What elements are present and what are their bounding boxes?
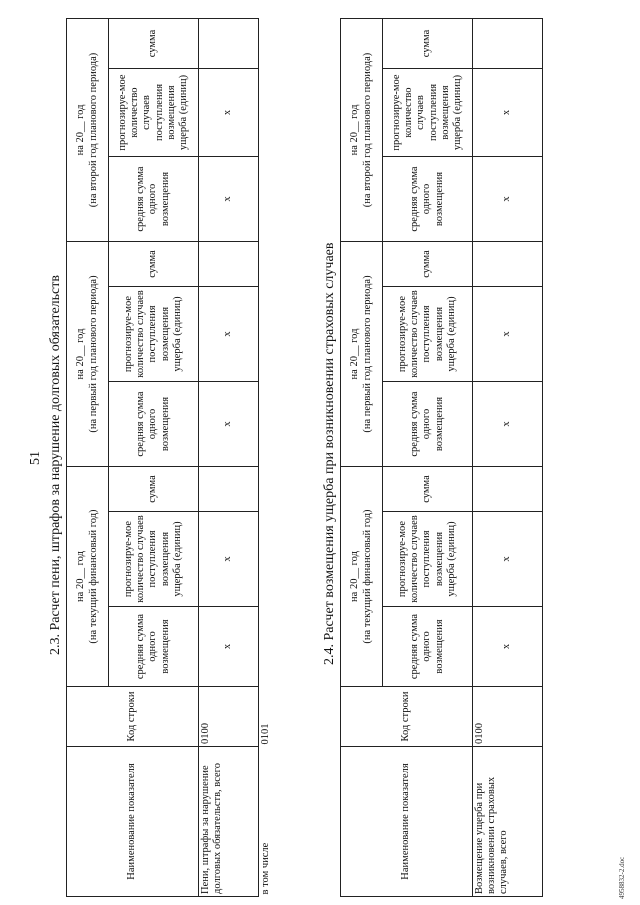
header-count-3: прогнозируе-мое количество случаев поступления возмещения ущерба (единиц) xyxy=(109,69,199,157)
cell xyxy=(473,18,543,68)
header-count-2: прогнозируе-мое количество случаев поступления возмещения ущерба (единиц) xyxy=(109,287,199,382)
cell: x xyxy=(199,287,259,382)
penalties-table xyxy=(66,18,285,897)
header-name: Наименование показателя xyxy=(341,747,473,897)
insurance-table xyxy=(340,18,543,897)
row-code: 0100 xyxy=(473,687,543,747)
header-period-current: на 20__ год (на текущий финансовый год) xyxy=(341,467,383,687)
header-count-1: прогнозируе-мое количество случаев поступления возмещения ущерба (единиц) xyxy=(383,512,473,607)
header-sum-2: сумма xyxy=(383,242,473,287)
header-avg-1: средняя сумма одного возмещения xyxy=(109,607,199,687)
header-period-current: на 20__ год (на текущий финансовый год) xyxy=(67,467,109,687)
section-2-4-title: 2.4. Расчет возмещения ущерба при возникновении страховых случаев xyxy=(322,242,337,665)
table-row xyxy=(259,18,285,896)
header-code: Код строки xyxy=(341,687,473,747)
header-period-second: на 20__ год (на второй год планового периода) xyxy=(341,18,383,241)
cell: x xyxy=(473,382,543,467)
header-sum-3: сумма xyxy=(109,18,199,68)
header-avg-3: средняя сумма одного возмещения xyxy=(383,157,473,242)
header-sum-1: сумма xyxy=(109,467,199,512)
cell: x xyxy=(199,69,259,157)
table-row xyxy=(473,18,543,896)
cell xyxy=(199,467,259,512)
header-code: Код строки xyxy=(67,687,199,747)
row-name: Пени, штрафы за нарушение долговых обязательств, всего xyxy=(199,747,259,897)
header-sum-2: сумма xyxy=(109,242,199,287)
cell: x xyxy=(199,512,259,607)
row-code: 0101 xyxy=(260,723,271,745)
cell: x xyxy=(199,157,259,242)
header-sum-1: сумма xyxy=(383,467,473,512)
cell: x xyxy=(473,287,543,382)
header-period-first: на 20__ год (на первый год планового периода) xyxy=(67,242,109,467)
cell: x xyxy=(199,607,259,687)
cell: x xyxy=(473,512,543,607)
section-2-3-title: 2.3. Расчет пени, штрафов за нарушение долговых обязательств xyxy=(48,275,63,655)
header-period-second: на 20__ год (на второй год планового периода) xyxy=(67,18,109,241)
cell xyxy=(473,467,543,512)
header-avg-2: средняя сумма одного возмещения xyxy=(109,382,199,467)
header-period-first: на 20__ год (на первый год планового периода) xyxy=(341,242,383,467)
footer-file-name: 4958832-2.doc xyxy=(618,856,626,899)
header-avg-3: средняя сумма одного возмещения xyxy=(109,157,199,242)
header-count-2: прогнозируе-мое количество случаев поступления возмещения ущерба (единиц) xyxy=(383,287,473,382)
cell xyxy=(199,242,259,287)
row-name: Возмещение ущерба при возникновении страховых случаев, всего xyxy=(473,747,543,897)
page-number: 51 xyxy=(28,451,43,465)
header-name: Наименование показателя xyxy=(67,747,199,897)
cell: x xyxy=(199,382,259,467)
table-row xyxy=(199,18,259,896)
row-name: в том числе xyxy=(260,842,271,895)
cell: x xyxy=(473,69,543,157)
header-count-1: прогнозируе-мое количество случаев поступления возмещения ущерба (единиц) xyxy=(109,512,199,607)
cell: x xyxy=(473,607,543,687)
cell: x xyxy=(473,157,543,242)
header-sum-3: сумма xyxy=(383,18,473,68)
header-avg-1: средняя сумма одного возмещения xyxy=(383,607,473,687)
cell xyxy=(473,242,543,287)
row-code: 0100 xyxy=(199,687,259,747)
header-count-3: прогнозируе-мое количество случаев поступления возмещения ущерба (единиц) xyxy=(383,69,473,157)
header-avg-2: средняя сумма одного возмещения xyxy=(383,382,473,467)
cell xyxy=(199,18,259,68)
